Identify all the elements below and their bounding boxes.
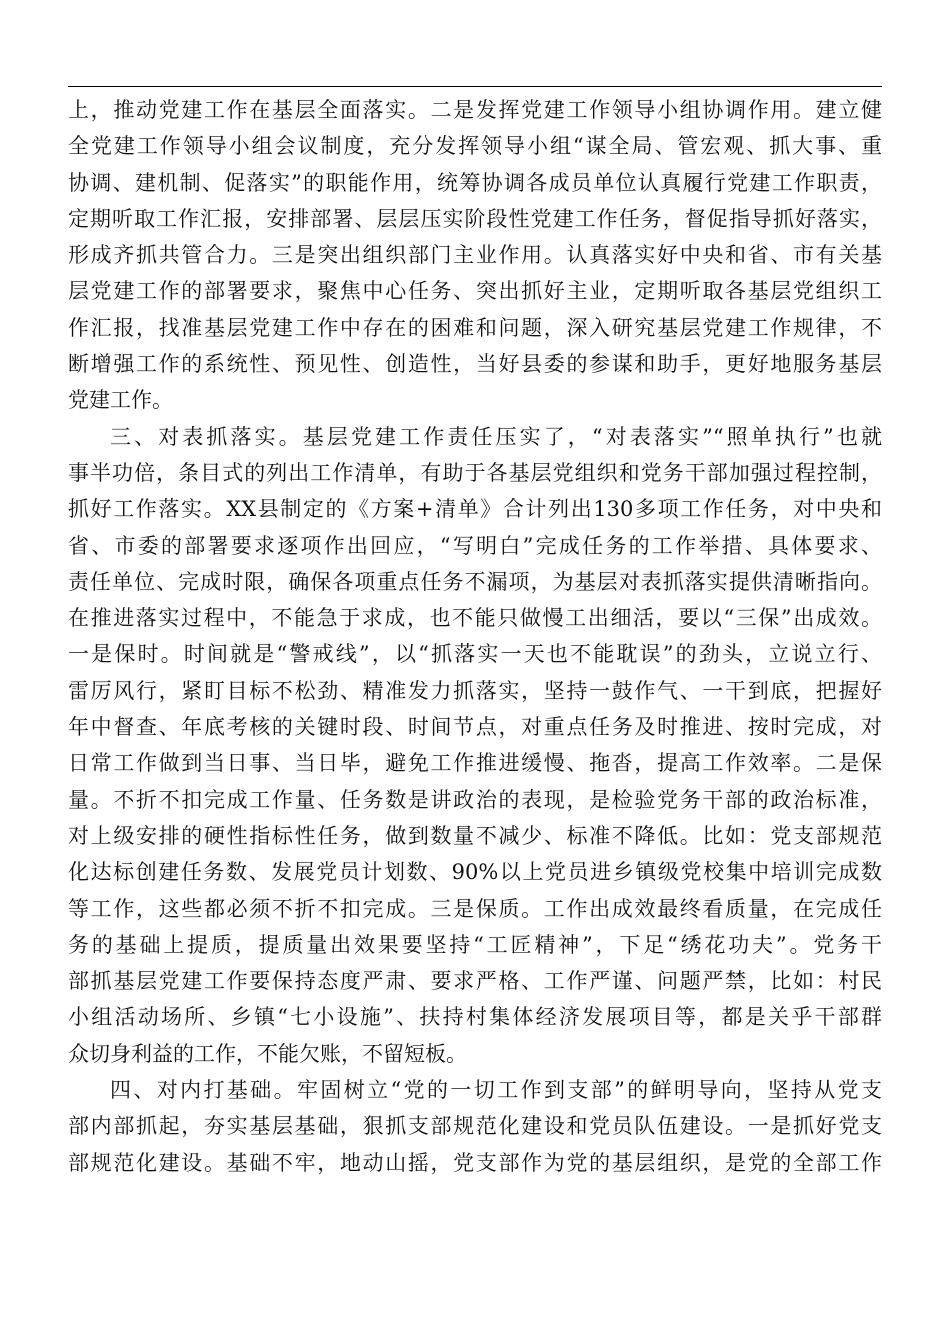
text-line: 等工作，这些都必须不折不扣完成。三是保质。工作出成效最终看质量，在完成任 xyxy=(68,896,882,921)
text-line: 雷厉风行，紧盯目标不松劲、精准发力抓落实，坚持一鼓作气、一干到底，把握好 xyxy=(68,678,882,703)
text-line: 日常工作做到当日事、当日毕，避免工作推进缓慢、拖沓，提高工作效率。二是保 xyxy=(68,751,882,776)
text-line: 责任单位、完成时限，确保各项重点任务不漏项，为基层对表抓落实提供清晰指向。 xyxy=(68,569,882,594)
text-line: 量。不折不扣完成工作量、任务数是讲政治的表现，是检验党务干部的政治标准， xyxy=(68,787,882,812)
text-line: 省、市委的部署要求逐项作出回应，“写明白”完成任务的工作举措、具体要求、 xyxy=(68,533,882,558)
text-line: 协调、建机制、促落实”的职能作用，统筹协调各成员单位认真履行党建工作职责， xyxy=(68,170,882,195)
text-line: 部抓基层党建工作要保持态度严肃、要求严格、工作严谨、问题严禁，比如：村民 xyxy=(68,969,882,994)
text-line: 化达标创建任务数、发展党员计划数、90%以上党员进乡镇级党校集中培训完成数 xyxy=(68,860,882,885)
text-line: 全党建工作领导小组会议制度，充分发挥领导小组“谋全局、管宏观、抓大事、重 xyxy=(68,134,882,159)
text-line: 上，推动党建工作在基层全面落实。二是发挥党建工作领导小组协调作用。建立健 xyxy=(68,98,882,122)
text-line: 层党建工作的部署要求，聚焦中心任务、突出抓好主业，定期听取各基层党组织工 xyxy=(68,279,882,304)
text-line: 部规范化建设。基础不牢，地动山摇，党支部作为党的基层组织，是党的全部工作 xyxy=(68,1150,882,1175)
text-line: 断增强工作的系统性、预见性、创造性，当好县委的参谋和助手，更好地服务基层 xyxy=(68,352,882,377)
text-line: 小组活动场所、乡镇“七小设施”、扶持村集体经济发展项目等，都是关乎干部群 xyxy=(68,1005,882,1030)
text-line: 作汇报，找准基层党建工作中存在的困难和问题，深入研究基层党建工作规律，不 xyxy=(68,315,882,340)
text-line: 抓好工作落实。XX县制定的《方案+清单》合计列出130多项工作任务，对中央和 xyxy=(68,497,882,522)
text-line: 众切身利益的工作，不能欠账，不留短板。 xyxy=(68,1041,467,1066)
text-line: 形成齐抓共管合力。三是突出组织部门主业作用。认真落实好中央和省、市有关基 xyxy=(68,243,882,268)
text-line: 年中督查、年底考核的关键时段、时间节点，对重点任务及时推进、按时完成，对 xyxy=(68,715,882,740)
text-line: 三、对表抓落实。基层党建工作责任压实了，“对表落实”“照单执行”也就 xyxy=(110,424,882,449)
text-line: 部内部抓起，夯实基层基础，狠抓支部规范化建设和党员队伍建设。一是抓好党支 xyxy=(68,1114,882,1139)
text-line: 一是保时。时间就是“警戒线”，以“抓落实一天也不能耽误”的劲头，立说立行、 xyxy=(68,642,882,667)
text-line: 四、对内打基础。牢固树立“党的一切工作到支部”的鲜明导向，坚持从党支 xyxy=(110,1078,882,1103)
text-line: 事半功倍，条目式的列出工作清单，有助于各基层党组织和党务干部加强过程控制， xyxy=(68,460,882,485)
text-line: 在推进落实过程中，不能急于求成，也不能只做慢工出细活，要以“三保”出成效。 xyxy=(68,606,882,631)
text-line: 党建工作。 xyxy=(68,388,173,413)
document-body xyxy=(68,92,882,1181)
text-line: 定期听取工作汇报，安排部署、层层压实阶段性党建工作任务，督促指导抓好落实， xyxy=(68,206,882,231)
text-line: 对上级安排的硬性指标性任务，做到数量不减少、标准不降低。比如：党支部规范 xyxy=(68,823,882,848)
text-line: 务的基础上提质，提质量出效果要坚持“工匠精神”，下足“绣花功夫”。党务干 xyxy=(68,932,882,957)
header-rule xyxy=(68,86,882,87)
